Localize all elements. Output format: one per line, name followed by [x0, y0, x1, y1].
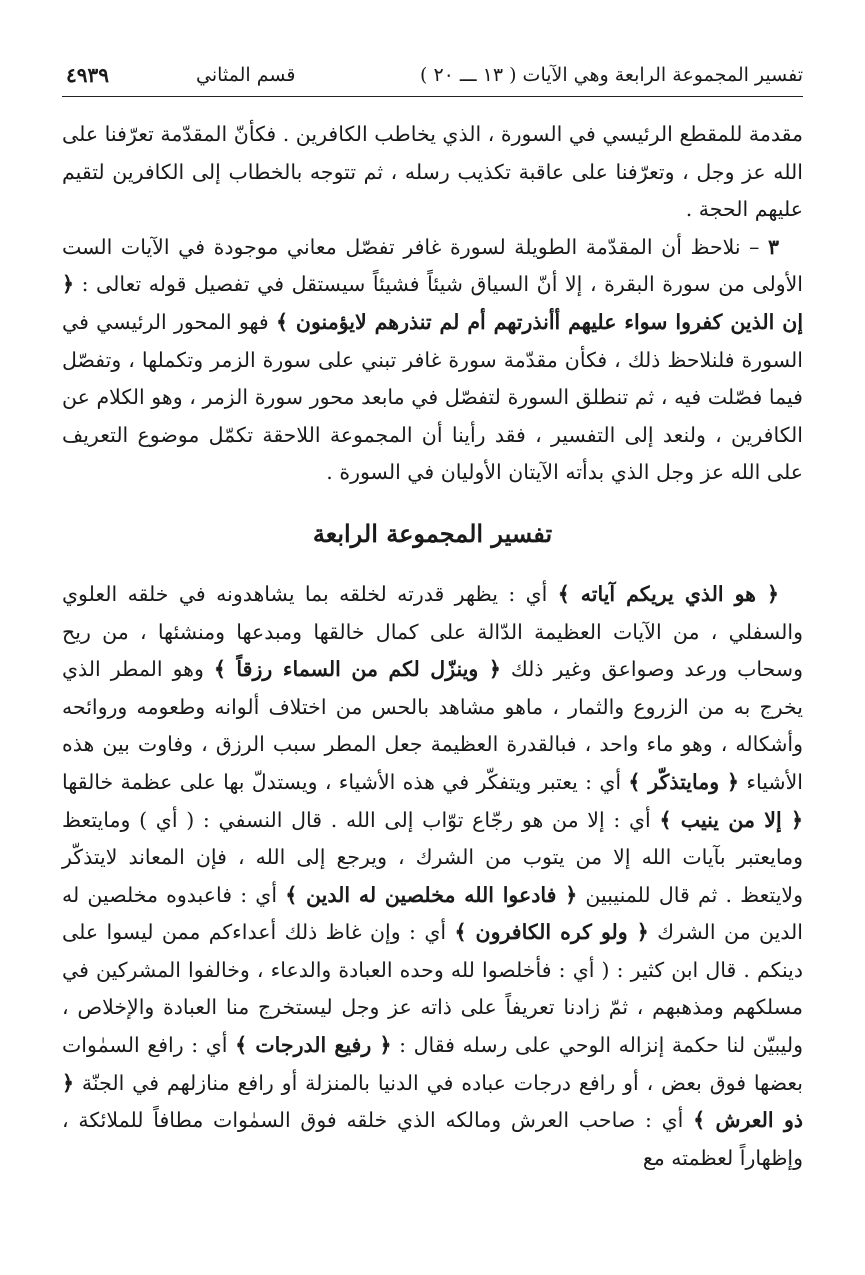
tafsir-text: أي : صاحب العرش ومالكه الذي خلقه فوق السمٰوات مطافاً للملائكة ، وإظهاراً لعظمته مع: [62, 1108, 803, 1170]
quran-verse: ﴿ رفيع الدرجات ﴾: [235, 1033, 392, 1058]
header-divider: [62, 96, 803, 97]
page-body: [62, 116, 803, 1177]
intro-paragraph-1: [62, 116, 803, 229]
tafsir-text: أي : يظهر قدرته لخلقه بما يشاهدونه في خلقه العلوي والسفلي ، من الآيات العظيمة الدّالة على كمال خالقها ومبدعها ومنشئها ، من ريح وسحاب ورعد وصواعق وغير ذلك: [62, 581, 803, 682]
tafsir-text: أي : يعتبر ويتفكّر في هذه الأشياء ، ويستدلّ بها على عظمة خالقها: [62, 769, 629, 794]
quran-verse: ﴿ ذو العرش ﴾: [62, 1070, 803, 1133]
tafsir-text: أي : فاعبدوه مخلصين له الدين من الشرك: [62, 882, 803, 945]
running-header: [66, 58, 803, 92]
intro-text-1: مقدمة للمقطع الرئيسي في السورة ، الذي يخاطب الكافرين . فكأنّ المقدّمة تعرّفنا على الله عز وجل ، وتعرّفنا على عاقبة تكذيب رسله ، ثم تتوجه بالخطاب إلى الكافرين لتقيم عليهم الحجة .: [62, 122, 803, 222]
intro-text-2b: فهو المحور الرئيسي في السورة فلنلاحظ ذلك ، فكأن مقدّمة سورة غافر تبني على سورة الزمر وتكملها ، وتفصّل فيما فصّلت فيه ، ثم تنطلق السورة لتفصّل في مابعد محور سورة الزمر ، وهو الكلام عن الكافرين ، ولنعد إلى التفسير ، فقد رأينا أن المجموعة اللاحقة تكمّل موضوع التعريف على الله عز وجل الذي بدأته الآيتان الأوليان في السورة .: [62, 309, 803, 485]
quran-verse: ﴿ هو الذي يريكم آياته ﴾: [557, 581, 780, 606]
intro-text-2a: – نلاحظ أن المقدّمة الطويلة لسورة غافر تفصّل معاني موجودة في الآيات الست الأولى من سورة البقرة ، إلا أنّ السياق شيئاً فشيئاً سيستقل في تفصيل قوله تعالى :: [62, 234, 803, 297]
tafsir-text: أي : رافع السمٰوات بعضها فوق بعض ، أو رافع درجات عباده في الدنيا بالمنزلة أو رافع منازلهم في الجنّة: [62, 1033, 803, 1095]
header-section-name: قسم المثاني: [196, 64, 296, 86]
quran-verse: ﴿ فادعوا الله مخلصين له الدين ﴾: [285, 882, 578, 907]
header-title: تفسير المجموعة الرابعة وهي الآيات ( ١٣ ـــ ٢٠ ): [419, 64, 803, 86]
point-number: ٣: [767, 234, 779, 259]
tafsir-paragraph: [62, 576, 803, 1178]
quran-verse: ﴿ إن الذين كفروا سواء عليهم أأنذرتهم أم لم تنذرهم لايؤمنون ﴾: [62, 272, 804, 334]
intro-paragraph-2: [62, 229, 803, 492]
tafsir-text: وهو المطر الذي يخرج به من الزروع والثمار ، ماهو مشاهد بالحس من اختلاف ألوانه وطعومه وروائحه وأشكاله ، وهو ماء واحد ، فبالقدرة العظيمة جعل المطر سبب الرزق ، وفاوت بين هذه الأشياء: [62, 657, 803, 794]
section-heading: تفسير المجموعة الرابعة: [312, 518, 553, 548]
quran-verse: ﴿ إلا من ينيب ﴾: [659, 807, 803, 832]
quran-verse: ﴿ وينزّل لكم من السماء رزقاً ﴾: [213, 657, 501, 682]
quran-verse: ﴿ ومايتذكّر ﴾: [628, 769, 740, 794]
quran-verse: ﴿ ولو كره الكافرون ﴾: [454, 920, 649, 945]
tafsir-text: أي : إلا من هو رجّاع توّاب إلى الله . قال النسفي : ( أي ) ومايتعظ ومايعتبر بآيات الله إلا من يتوب من الشرك ، ويرجع إلى الله ، فإن المعاند لايتذكّر ولايتعظ . ثم قال للمنيبين: [62, 807, 804, 907]
tafsir-text: أي : وإن غاظ ذلك أعداءكم ممن ليسوا على دينكم . قال ابن كثير : ( أي : فأخلصوا لله وحده العبادة والدعاء ، وخالفوا المشركين في مسلكهم ومذهبهم ، ثمّ زادنا تعريفاً على ذاته عز وجل ليستخرج منا العبادة والإخلاص ، وليبيّن لنا حكمة إنزاله الوحي على رسله فقال :: [62, 920, 803, 1058]
page-number: ٤٩٣٩: [66, 63, 109, 87]
